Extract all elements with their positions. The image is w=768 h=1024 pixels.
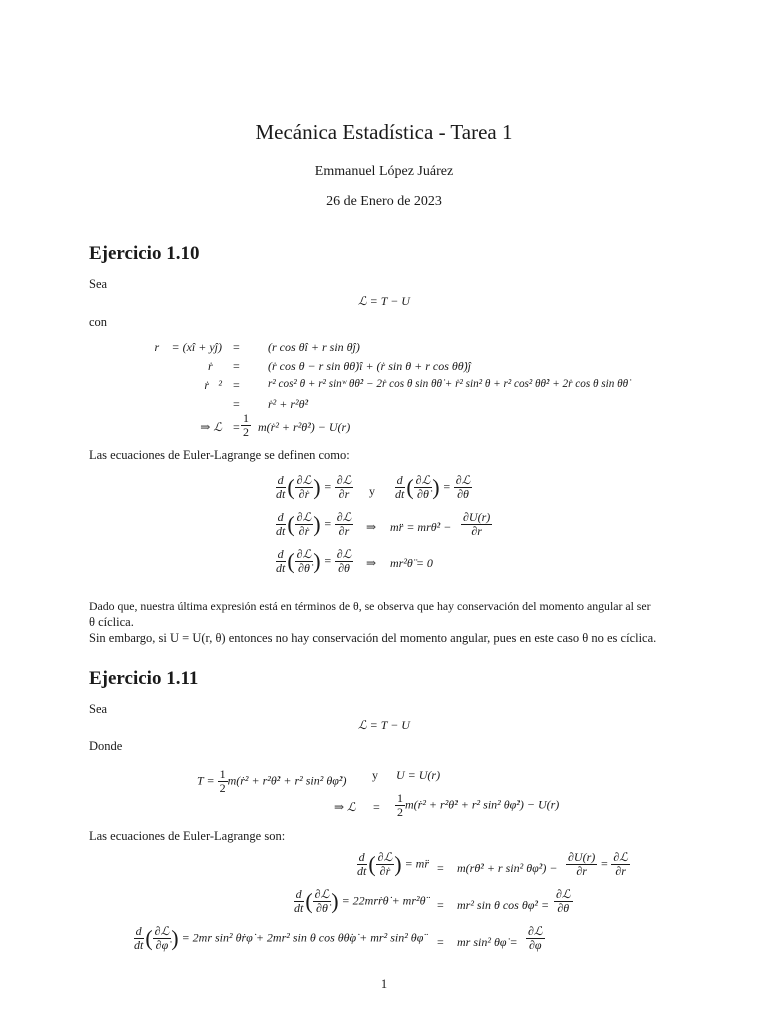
el-theta-eq-2: $\frac{d}{dt}$ ( $\frac{\text{∂ℒ}}{\partial\thetȧ}$ ) = $\frac{\text{∂ℒ}}{\partial\theta}$ <box>276 547 352 575</box>
implies-1: ⇒ <box>366 520 377 534</box>
L-definition-body: m(ṙ² + r²θ̇² + r² sin² θφ̇²) − U(r) <box>405 797 560 812</box>
L-implies: ⇒ ℒ <box>334 800 356 814</box>
section-heading-ex110: Ejercicio 1.10 <box>89 243 200 264</box>
el111-phi-frac: $\frac{\text{∂ℒ}}{\partial\varphi}$ <box>528 924 543 952</box>
fraction-half: $\frac{1}{2}$ <box>243 411 249 439</box>
el111-phi-mid: = 2mr sin² θṙφ̇ + 2mr² sin θ cos θθ̇φ̇ + mr² sin² θφ̈ <box>181 930 424 945</box>
page-number: 1 <box>380 977 388 991</box>
U-definition: U = U(r) <box>396 768 441 782</box>
document-author: Emmanuel López Juárez <box>314 164 454 179</box>
text-sea-2: Sea <box>89 702 108 716</box>
conjunction-y-2: y <box>372 768 378 782</box>
eq3-rhs: r² cos² θ + r² sinʷ θθ̇² − 2ṙ cos θ sin θθ̇ + ṙ² sin² θ + r² cos² θθ̇² + 2ṙ cos θ sin θθ̇ <box>268 378 629 390</box>
el111-phi-rhs: mr sin² θφ̇ = <box>457 935 518 949</box>
eq4-rhs: ṙ² + r²θ̇² <box>268 397 309 411</box>
el111-r-frac: $\frac{\partial U(r)}{\partial r}$ = $\frac{\text{∂ℒ}}{\partial r}$ <box>568 850 628 878</box>
eq1-rhs: (r cos θî + r sin θĵ) <box>268 340 360 354</box>
dU-dr-fraction: $\frac{\partial U(r)}{\partial r}$ <box>463 510 491 538</box>
paragraph-conservation: Dado que, nuestra última expresión está en términos de θ, se observa que hay conservación del momento angular al ser <box>89 599 651 613</box>
el111-phi-equals: = <box>437 935 444 949</box>
text-con: con <box>89 315 108 329</box>
paragraph-ciclica: θ cíclica. <box>89 615 134 629</box>
eq5-rhs: m(ṙ² + r²θ̇²) − U(r) <box>258 420 351 434</box>
text-sea: Sea <box>89 277 108 291</box>
el-r-equation: $\frac{d}{dt}$ ( $\frac{\text{∂ℒ}}{\text{∂ṙ}}$ ) = $\frac{\text{∂ℒ}}{\partial r}$ <box>276 473 352 501</box>
implies-2: ⇒ <box>366 556 377 570</box>
result-theta: mr²θ̈ = 0 <box>390 556 433 570</box>
eq1-equals: = <box>233 340 240 354</box>
section-heading-ex111: Ejercicio 1.11 <box>89 668 199 689</box>
eq5-lhs: ⇒ ℒ <box>200 420 222 434</box>
eq3-lhs: ṙ⃗² <box>204 378 222 392</box>
el-theta-equation: $\frac{d}{dt}$ ( $\frac{\text{∂ℒ}}{\partial\thetȧ}$ ) = $\frac{\text{∂ℒ}}{\partial\theta}$ <box>395 473 471 501</box>
el-r-eq-2: $\frac{d}{dt}$ ( $\frac{\text{∂ℒ}}{\text{∂ṙ}}$ ) = $\frac{\text{∂ℒ}}{\partial r}$ <box>276 510 352 538</box>
eq5-equals: = <box>233 420 240 434</box>
el111-theta-mid: = 22mrṙθ̇ + mr²θ̈ <box>341 893 426 908</box>
document-date: 26 de Enero de 2023 <box>326 194 442 209</box>
eq2-lhs: ṙ⃗ <box>207 359 222 373</box>
text-donde: Donde <box>89 739 123 753</box>
el111-theta-equals: = <box>437 898 444 912</box>
el111-r-rhs: m(rθ̇² + r sin² θφ̇²) − <box>457 861 558 875</box>
el111-theta-lhs: $\frac{d}{dt}$ ( $\frac{\text{∂ℒ}}{\partial\thetȧ}$ ) = 22mrṙθ̇ + mr²θ̈ <box>294 887 426 915</box>
lagrangian-def: ℒ = T − U <box>358 294 410 308</box>
L-definition: $\frac{1}{2}$ m(ṙ² + r²θ̇² + r² sin² θφ̇²) − U(r) <box>397 791 560 819</box>
el111-phi-lhs: $\frac{d}{dt}$ ( $\frac{\text{∂ℒ}}{\partial\varphi̇}$ ) = 2mr sin² θṙφ̇ + 2mr² sin θ cos θθ̇φ̇ + mr² sin² θφ̈ <box>134 924 424 952</box>
eq1-lhs: r⃗ = (xî + yĵ) <box>154 340 222 354</box>
T-definition-body: m(ṙ² + r²θ̇² + r² sin² θφ̇²) <box>227 773 347 788</box>
el111-r-lhs: $\frac{d}{dt}$ ( $\frac{\text{∂ℒ}}{\text{∂ṙ}}$ ) = mr̈ <box>357 850 430 878</box>
el-intro-ex110: Las ecuaciones de Euler-Lagrange se definen como: <box>89 448 350 462</box>
T-definition: T = $\frac{1}{2}$ m(ṙ² + r²θ̇² + r² sin² θφ̇²) <box>197 767 347 795</box>
L-equals: = <box>373 800 380 814</box>
eq2-rhs: (ṙ cos θ − r sin θθ̇)î + (ṙ sin θ + r cos θθ̇)ĵ <box>268 359 471 373</box>
conjunction-y: y <box>369 484 375 498</box>
el111-r-mid: = mr̈ <box>404 856 430 871</box>
document-title: Mecánica Estadística - Tarea 1 <box>255 120 513 144</box>
el111-theta-rhs: mr² sin θ cos θφ̇² = <box>457 898 550 912</box>
eq2-equals: = <box>233 359 240 373</box>
paragraph-sin-embargo: Sin embargo, si U = U(r, θ) entonces no hay conservación del momento angular, pues en este caso θ no es cíclica. <box>89 631 657 645</box>
eq4-equals: = <box>233 397 240 411</box>
el111-theta-frac: $\frac{\text{∂ℒ}}{\partial\theta}$ <box>556 887 571 915</box>
eq3-equals: = <box>233 378 240 392</box>
lagrangian-def-2: ℒ = T − U <box>358 718 410 732</box>
el111-r-equals: = <box>437 861 444 875</box>
result-r: mr̈ = mrθ̇² − <box>390 520 452 534</box>
el-intro-ex111: Las ecuaciones de Euler-Lagrange son: <box>89 829 286 843</box>
